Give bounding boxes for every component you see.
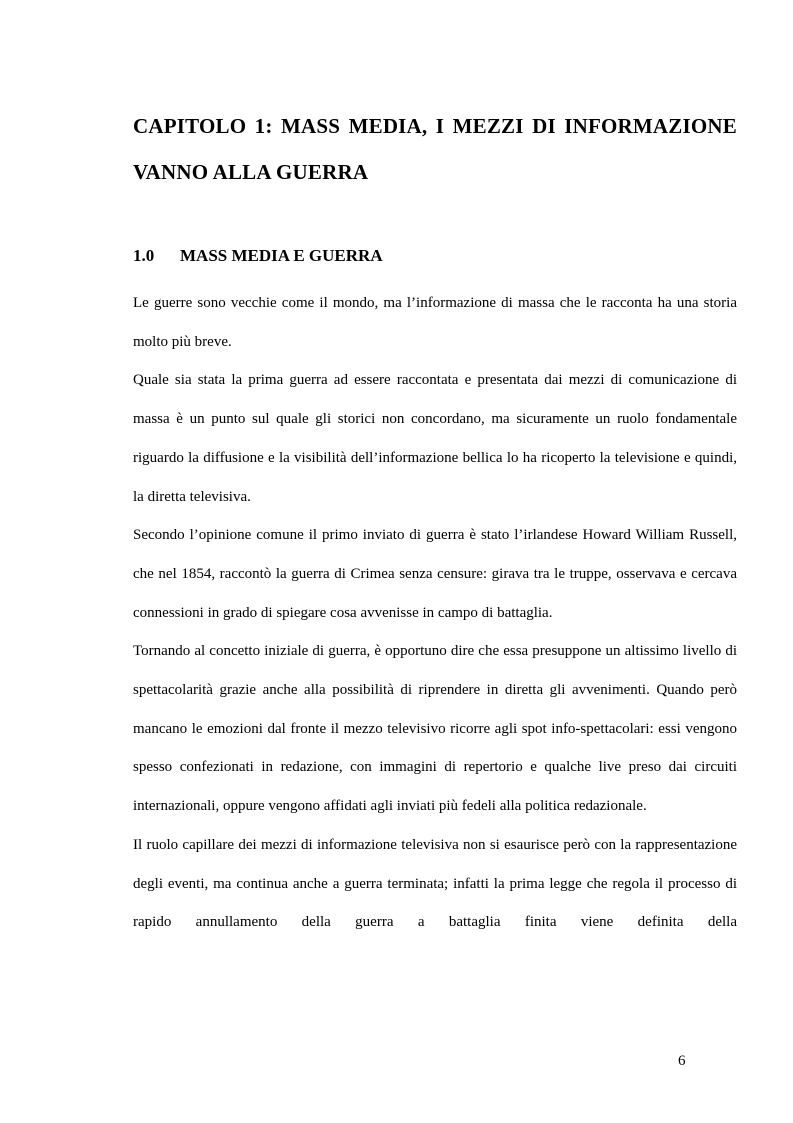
paragraph: Quale sia stata la prima guerra ad essere raccontata e presentata dai mezzi di comunicazione di massa è un punto sul quale gli storici non concordano, ma sicuramente un ruolo fondamentale riguardo la diffusione e la visibilità dell’informazione bellica lo ha ricoperto la televisione e quindi, la diretta televisiva. bbox=[133, 372, 737, 505]
section-title: MASS MEDIA E GUERRA bbox=[180, 246, 383, 265]
paragraph: Il ruolo capillare dei mezzi di informazione televisiva non si esaurisce però con la rappresentazione degli eventi, ma continua anche a guerra terminata; infatti la prima legge che regola il processo di rapido annullamento della guerra a battaglia finita viene definita della bbox=[133, 836, 737, 931]
paragraph: Secondo l’opinione comune il primo inviato di guerra è stato l’irlandese Howard William Russell, che nel 1854, raccontò la guerra di Crimea senza censure: girava tra le truppe, osservava e cercava connessioni in grado di spiegare cosa avvenisse in campo di battaglia. bbox=[133, 527, 737, 621]
section-heading bbox=[133, 243, 383, 269]
body-text bbox=[133, 284, 737, 942]
chapter-title-line-2: VANNO ALLA GUERRA bbox=[133, 160, 369, 184]
section-number: 1.0 bbox=[133, 246, 155, 265]
paragraph: Tornando al concetto iniziale di guerra, è opportuno dire che essa presuppone un altissimo livello di spettacolarità grazie anche alla possibilità di riprendere in diretta gli avvenimenti. Quando però mancano le emozioni dal fronte il mezzo televisivo ricorre agli spot info-spettacolari: essi vengono spesso confezionati in redazione, con immagini di repertorio e qualche live preso dai circuiti internazionali, oppure vengono affidati agli inviati più fedeli alla politica redazionale. bbox=[133, 643, 737, 815]
chapter-title-line-1: CAPITOLO 1: MASS MEDIA, I MEZZI DI INFORMAZIONE bbox=[133, 114, 737, 138]
page-number: 6 bbox=[678, 1053, 686, 1069]
paragraph: Le guerre sono vecchie come il mondo, ma l’informazione di massa che le racconta ha una storia molto più breve. bbox=[133, 295, 737, 350]
